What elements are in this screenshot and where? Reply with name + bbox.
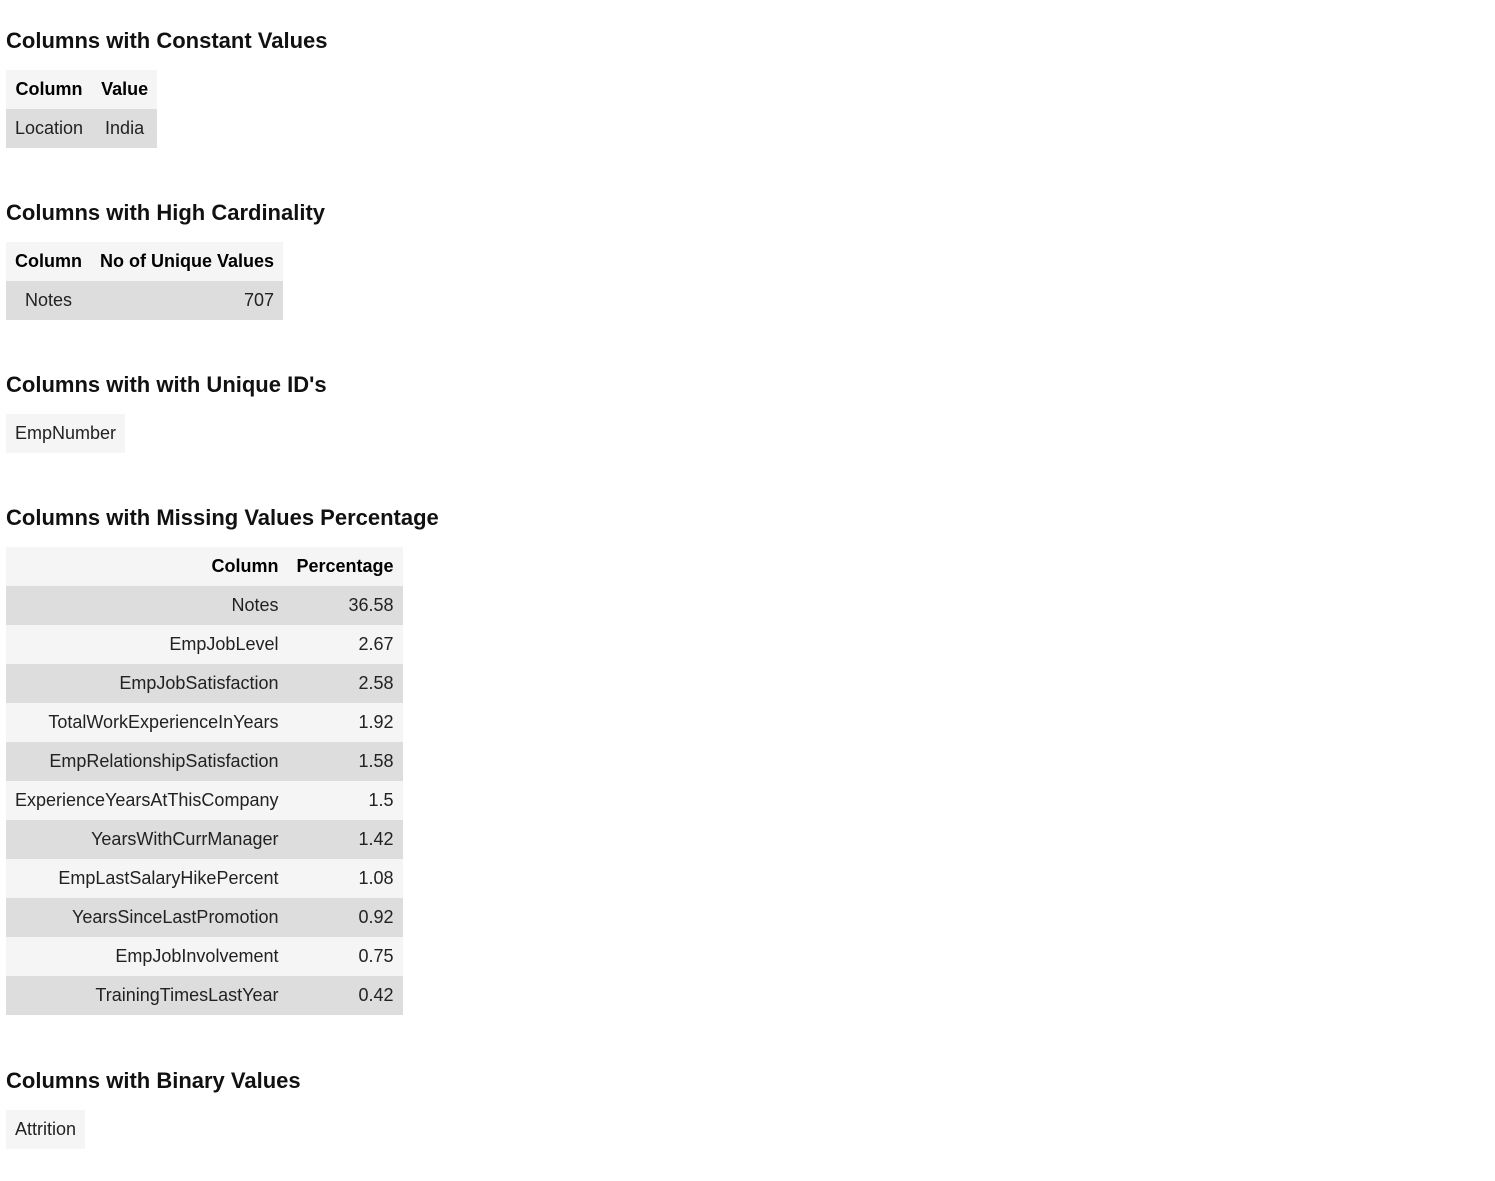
percentage-cell: 1.42 — [287, 820, 402, 859]
table-row — [6, 109, 157, 148]
binary-values-section — [6, 1068, 301, 1149]
high-cardinality-table — [6, 242, 283, 320]
column-cell: Location — [6, 109, 92, 148]
high-cardinality-heading: Columns with High Cardinality — [6, 200, 326, 225]
value-header: Value — [92, 70, 157, 109]
table-row — [6, 586, 403, 625]
table-row — [6, 976, 403, 1015]
table-row — [6, 281, 283, 320]
percentage-cell: 2.58 — [287, 664, 402, 703]
table-header-row — [6, 547, 403, 586]
table-row — [6, 625, 403, 664]
binary-values-heading: Columns with Binary Values — [6, 1068, 301, 1093]
missing-values-heading: Columns with Missing Values Percentage — [6, 505, 439, 530]
unique-count-cell: 707 — [91, 281, 283, 320]
percentage-cell: 36.58 — [287, 586, 402, 625]
unique-id-cell: EmpNumber — [6, 414, 125, 453]
column-cell: TotalWorkExperienceInYears — [6, 703, 287, 742]
column-cell: YearsWithCurrManager — [6, 820, 287, 859]
table-row — [6, 898, 403, 937]
constant-values-section — [6, 28, 327, 148]
column-cell: EmpRelationshipSatisfaction — [6, 742, 287, 781]
high-cardinality-section — [6, 200, 325, 320]
column-cell: Notes — [6, 586, 287, 625]
percentage-cell: 1.08 — [287, 859, 402, 898]
missing-values-table — [6, 547, 403, 1015]
table-row — [6, 742, 403, 781]
unique-ids-heading: Columns with with Unique ID's — [6, 372, 327, 397]
value-cell: India — [92, 109, 157, 148]
table-row — [6, 859, 403, 898]
constant-values-table — [6, 70, 157, 148]
percentage-cell: 0.92 — [287, 898, 402, 937]
percentage-cell: 0.75 — [287, 937, 402, 976]
table-row — [6, 781, 403, 820]
column-header: Column — [6, 242, 91, 281]
missing-values-section — [6, 505, 439, 1015]
table-row — [6, 937, 403, 976]
percentage-cell: 0.42 — [287, 976, 402, 1015]
column-header: Column — [6, 547, 287, 586]
percentage-header: Percentage — [287, 547, 402, 586]
percentage-cell: 1.58 — [287, 742, 402, 781]
binary-value-cell: Attrition — [6, 1110, 85, 1149]
column-cell: ExperienceYearsAtThisCompany — [6, 781, 287, 820]
constant-values-heading: Columns with Constant Values — [6, 28, 328, 53]
column-cell: TrainingTimesLastYear — [6, 976, 287, 1015]
percentage-cell: 2.67 — [287, 625, 402, 664]
table-header-row — [6, 242, 283, 281]
column-cell: EmpLastSalaryHikePercent — [6, 859, 287, 898]
percentage-cell: 1.92 — [287, 703, 402, 742]
table-row — [6, 820, 403, 859]
column-cell: EmpJobSatisfaction — [6, 664, 287, 703]
column-cell: EmpJobInvolvement — [6, 937, 287, 976]
column-cell: Notes — [6, 281, 91, 320]
column-cell: EmpJobLevel — [6, 625, 287, 664]
unique-values-header: No of Unique Values — [91, 242, 283, 281]
table-row — [6, 664, 403, 703]
column-header: Column — [6, 70, 92, 109]
unique-ids-section — [6, 372, 327, 453]
column-cell: YearsSinceLastPromotion — [6, 898, 287, 937]
percentage-cell: 1.5 — [287, 781, 402, 820]
table-header-row — [6, 70, 157, 109]
table-row — [6, 703, 403, 742]
